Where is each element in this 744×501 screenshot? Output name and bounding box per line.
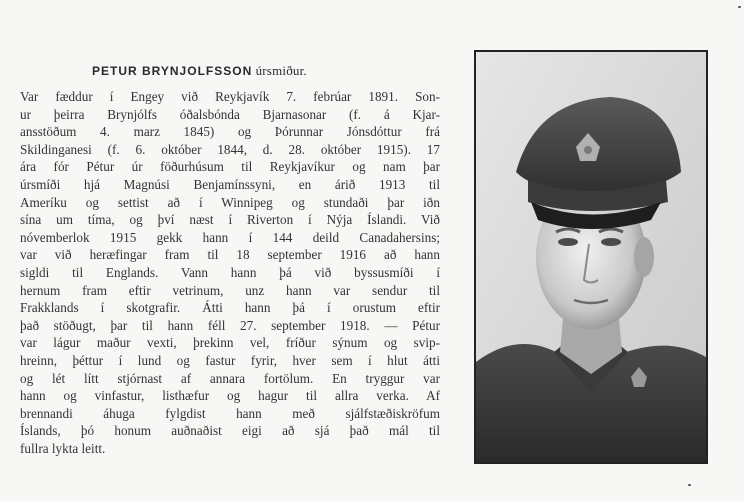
text-line: sigldi til Englands. Vann hann þá við byssusmíði í: [20, 264, 440, 280]
text-line: ur þeirra Brynjólfs óðalsbónda Bjarnasonar (f. á Kjar-: [20, 106, 440, 122]
text-line: og lét lítt stjórnast af annara fortölum. En tryggur var: [20, 370, 440, 386]
text-line: Frakklands í skotgrafir. Átti hann þá í orustum eftir: [20, 300, 440, 316]
text-line: úrsmíði hjá Magnúsi Benjamínssyni, en árið 1913 til: [20, 176, 440, 192]
text-line: nóvemberlok 1915 gekk hann í 144 deild Canadahersins;: [20, 229, 440, 245]
text-line: Íslands, þó honum auðnaðist eigi að sjá það mál til: [20, 423, 440, 439]
text-line: ansstöðum 4. marz 1845) og Þórunnar Jónsdóttur frá: [20, 124, 440, 140]
heading-name: PETUR BRYNJOLFSSON: [92, 64, 253, 78]
text-line: brennandi áhuga fylgdist hann með sjálfstæðiskröfum: [20, 405, 440, 421]
print-speck: [688, 484, 691, 486]
portrait-photo: [474, 50, 708, 464]
text-line: það stöðugt, þar til hann féll 27. september 1918. — Pétur: [20, 317, 440, 333]
text-line: fullra lykta leitt.: [20, 440, 106, 456]
text-line: hann og vinfastur, listhæfur og hagur til allra verka. Af: [20, 388, 440, 404]
print-speck: [738, 6, 741, 8]
text-line: Var fæddur í Engey við Reykjavík 7. febrúar 1891. Son-: [20, 89, 440, 104]
text-line: ára fór Pétur úr föðurhúsum til Reykjavíkur og nam þar: [20, 159, 440, 175]
text-line: hernum fram eftir vetrinum, unz hann var sendur til: [20, 282, 440, 298]
text-line: hreinn, þéttur í lund og fastur fyrir, hver sem í hlut átti: [20, 352, 440, 368]
portrait-illustration: [476, 52, 706, 462]
text-line: var við heræfingar fram til 18 september 1916 að hann: [20, 247, 440, 263]
text-line: sína um tíma, og því næst í Riverton í Nýja Íslandi. Við: [20, 212, 440, 228]
text-line: Ameríku og settist að í Winnipeg og stundaði þar iðn: [20, 194, 440, 210]
biography-text: [20, 88, 440, 457]
text-line: var lágur maður vexti, þrekinn vel, fríður sýnum og svip-: [20, 335, 440, 351]
heading: [92, 63, 392, 79]
heading-occupation: úrsmiður.: [255, 63, 307, 78]
text-line: Skildinganesi (f. 6. október 1844, d. 28. október 1915). 17: [20, 141, 440, 157]
